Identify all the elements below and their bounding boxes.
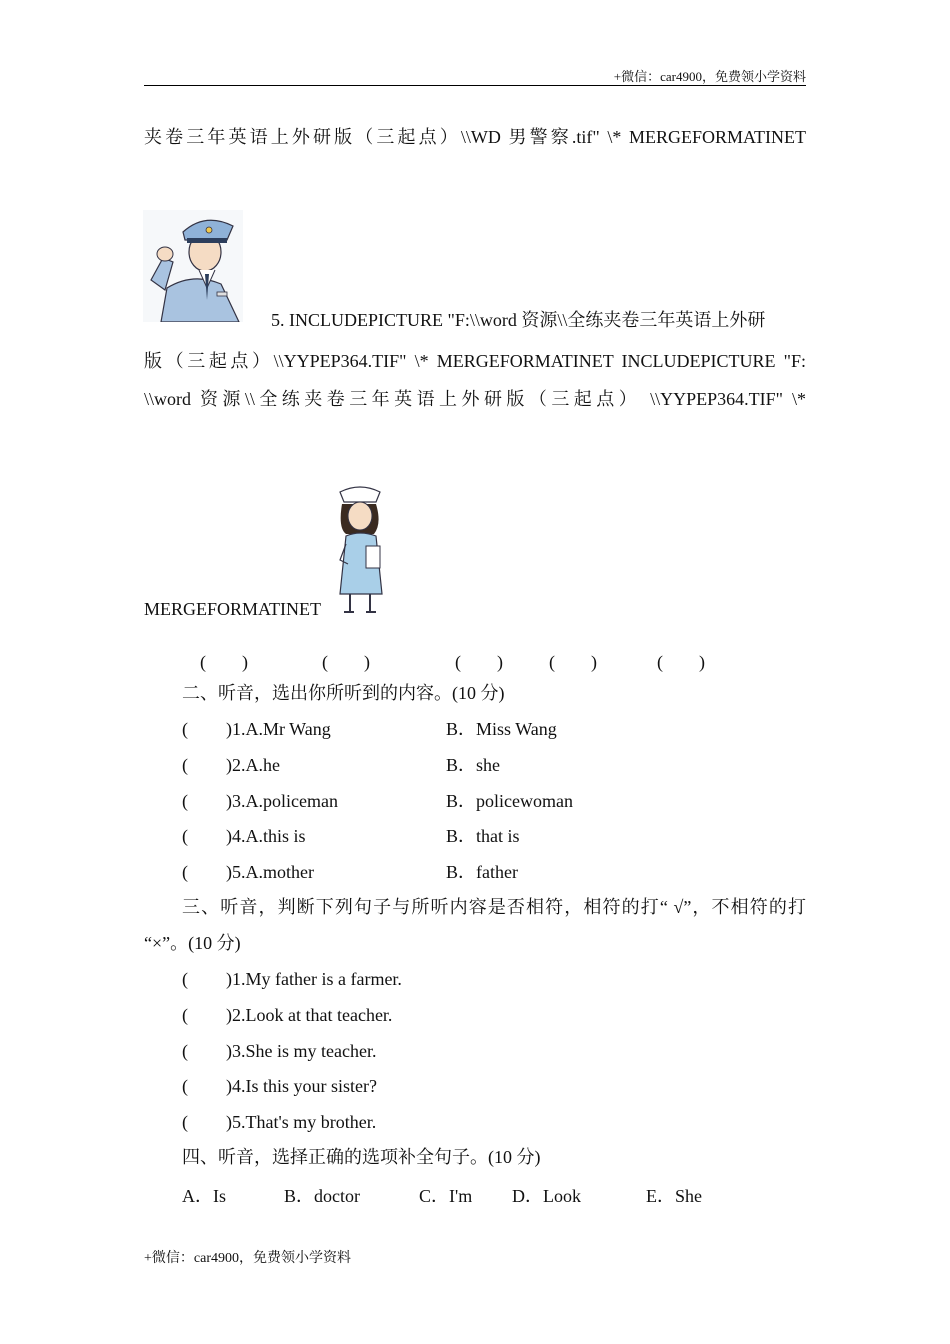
option-b: B．policewoman [446, 791, 573, 811]
answer-paren[interactable]: ( [182, 826, 188, 846]
policeman-picture [143, 210, 243, 322]
option-b: B．Miss Wang [446, 719, 557, 739]
answer-paren[interactable]: ( [182, 1005, 188, 1025]
option-b: B．father [446, 862, 518, 882]
field-code-line-5: MERGEFORMATINET [144, 599, 322, 619]
answer-paren[interactable]: ( [182, 1076, 188, 1096]
answer-blank-1[interactable]: ( ) [200, 652, 248, 672]
answer-blank-5[interactable]: ( ) [657, 652, 705, 672]
statement-text: )1.My father is a farmer. [226, 969, 402, 989]
answer-paren[interactable]: ( [182, 791, 188, 811]
option-a: )3.A.policeman [226, 791, 338, 811]
statement-text: )2.Look at that teacher. [226, 1005, 393, 1025]
answer-blanks [0, 648, 950, 670]
field-code-line-2: 5. INCLUDEPICTURE "F:\\word 资源\\全练夹卷三年英语上外研 [271, 310, 766, 330]
option-a: A．Is [182, 1186, 226, 1206]
statement-text: )3.She is my teacher. [226, 1041, 377, 1061]
option-b: B．doctor [284, 1186, 360, 1206]
field-code-line-3: 版（三起点）\\YYPEP364.TIF" \* MERGEFORMATINET INCLUDEPICTURE "F: [144, 351, 806, 371]
option-d: D．Look [512, 1186, 581, 1206]
option-a: )4.A.this is [226, 826, 306, 846]
answer-paren[interactable]: ( [182, 862, 188, 882]
answer-paren[interactable]: ( [182, 1041, 188, 1061]
section2-title: 二、听音，选出你所听到的内容。(10 分) [182, 683, 505, 703]
field-code-line-4: \\word 资源\\全练夹卷三年英语上外研版（三起点） \\YYPEP364.TIF" \* [144, 389, 806, 409]
answer-blank-4[interactable]: ( ) [549, 652, 597, 672]
answer-blank-2[interactable]: ( ) [322, 652, 370, 672]
option-b: B．she [446, 755, 500, 775]
header-rule [144, 85, 806, 86]
section3-title-line1: 三、听音，判断下列句子与所听内容是否相符，相符的打“ √”，不相符的打 [182, 897, 806, 917]
answer-paren[interactable]: ( [182, 755, 188, 775]
answer-blank-3[interactable]: ( ) [455, 652, 503, 672]
field-code-line-1: 夹卷三年英语上外研版（三起点）\\WD 男警察.tif" \* MERGEFORMATINET [144, 127, 806, 147]
option-a: )5.A.mother [226, 862, 314, 882]
option-a: )2.A.he [226, 755, 280, 775]
option-e: E．She [646, 1186, 702, 1206]
nurse-picture [332, 484, 388, 616]
page-footer: +微信：car4900，免费领小学资料 [144, 1251, 351, 1266]
page-header: +微信：car4900，免费领小学资料 [613, 69, 806, 84]
answer-paren[interactable]: ( [182, 969, 188, 989]
option-b: B．that is [446, 826, 520, 846]
answer-paren[interactable]: ( [182, 719, 188, 739]
section4-options [0, 1182, 950, 1204]
option-c: C．I'm [419, 1186, 473, 1206]
section3-title-line2: “×”。(10 分) [144, 933, 241, 953]
option-a: )1.A.Mr Wang [226, 719, 331, 739]
statement-text: )4.Is this your sister? [226, 1076, 377, 1096]
statement-text: )5.That's my brother. [226, 1112, 377, 1132]
answer-paren[interactable]: ( [182, 1112, 188, 1132]
section4-title: 四、听音，选择正确的选项补全句子。(10 分) [182, 1147, 541, 1167]
